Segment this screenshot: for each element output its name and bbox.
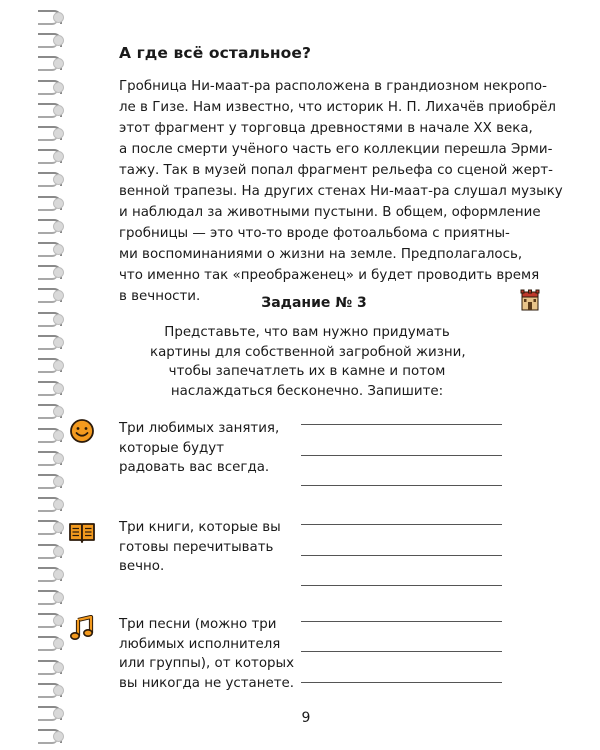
paragraph-line: Гробница Ни-маат-ра расположена в грандиозном некропо- (119, 79, 547, 94)
paragraph-line: а после смерти учёного часть его коллекции перешла Эрми- (119, 142, 553, 157)
instruction-line: Представьте, что вам нужно придумать (164, 325, 450, 340)
spiral-ring (38, 170, 68, 188)
spiral-ring (38, 78, 68, 96)
instruction-line: наслаждаться бесконечно. Запишите: (170, 383, 444, 399)
item-line: вечно. (119, 559, 165, 574)
answer-line-songs-1[interactable] (301, 621, 502, 622)
spiral-ring (38, 402, 68, 420)
task-title-text: Задание № 3 (261, 295, 367, 311)
spiral-ring (38, 240, 68, 258)
task-item-books (119, 518, 289, 577)
task-item-hobbies (119, 419, 289, 478)
item-line: вы никогда не устанете. (119, 675, 295, 691)
spiral-ring (38, 333, 68, 351)
spiral-ring (38, 472, 68, 490)
spiral-ring (38, 588, 68, 606)
answer-line-songs-3[interactable] (301, 682, 502, 683)
paragraph-line: тажу. Так в музей попал фрагмент рельефа со сценой жерт- (119, 163, 553, 178)
item-line: Три песни (можно три (119, 617, 277, 632)
spiral-ring (38, 31, 68, 49)
answer-line-songs-2[interactable] (301, 651, 502, 652)
paragraph-line: ми воспоминаниями о жизни на земле. Предполагалось, (119, 247, 523, 262)
book-icon (68, 519, 96, 545)
instruction-line: картины для собственной загробной жизни, (150, 344, 466, 360)
spiral-ring (38, 101, 68, 119)
paragraph-line: ле в Гизе. Нам известно, что историк Н. П. Лихачёв приобрёл (119, 100, 556, 115)
task-title (0, 295, 600, 311)
spiral-ring (38, 611, 68, 629)
spiral-ring (38, 263, 68, 281)
item-line: или группы), от которых (119, 656, 295, 671)
spiral-ring (38, 217, 68, 235)
paragraph-line: венной трапезы. На других стенах Ни-маат-ра слушал музыку (119, 184, 563, 199)
paragraph-line: и наблюдал за животными пустыни. В общем, оформление (119, 205, 541, 220)
item-line: любимых исполнителя (119, 636, 281, 652)
task-item-songs (119, 615, 295, 693)
item-line: Три книги, которые вы (119, 520, 281, 535)
item-line: которые будут (119, 440, 225, 456)
spiral-ring (38, 54, 68, 72)
spiral-ring (38, 356, 68, 374)
page-number (0, 710, 600, 726)
spiral-ring (38, 124, 68, 142)
answer-line-hobbies-3[interactable] (301, 485, 502, 486)
section-heading: А где всё остальное? (119, 44, 312, 62)
paragraph-line: в вечности. (119, 289, 201, 304)
spiral-binding (38, 0, 68, 750)
spiral-ring (38, 379, 68, 397)
answer-line-books-3[interactable] (301, 585, 502, 586)
page-number-text: 9 (301, 710, 311, 726)
item-line: радовать вас всегда. (119, 460, 270, 475)
spiral-ring (38, 426, 68, 444)
instruction-line: чтобы запечатлеть их в камне и потом (168, 364, 446, 379)
section-paragraph (119, 76, 563, 307)
spiral-ring (38, 727, 68, 745)
spiral-ring (38, 518, 68, 536)
task-instructions (150, 323, 464, 401)
answer-line-books-2[interactable] (301, 555, 502, 556)
paragraph-line: этот фрагмент у торговца древностями в начале XX века, (119, 121, 533, 136)
spiral-ring (38, 495, 68, 513)
spiral-ring (38, 658, 68, 676)
smiley-icon (69, 418, 95, 444)
spiral-ring (38, 194, 68, 212)
answer-line-hobbies-2[interactable] (301, 455, 502, 456)
spiral-ring (38, 634, 68, 652)
spiral-ring (38, 8, 68, 26)
music-note-icon (69, 615, 95, 641)
castle-icon (520, 289, 540, 311)
spiral-ring (38, 542, 68, 560)
paragraph-line: что именно так «преображенец» и будет проводить время (119, 268, 540, 283)
spiral-ring (38, 310, 68, 328)
spiral-ring (38, 449, 68, 467)
item-line: Три любимых занятия, (119, 421, 280, 436)
answer-line-books-1[interactable] (301, 524, 502, 525)
item-line: готовы перечитывать (119, 539, 274, 555)
spiral-ring (38, 147, 68, 165)
paragraph-line: гробницы — это что-то вроде фотоальбома с приятны- (119, 226, 510, 241)
answer-line-hobbies-1[interactable] (301, 424, 502, 425)
spiral-ring (38, 565, 68, 583)
spiral-ring (38, 681, 68, 699)
